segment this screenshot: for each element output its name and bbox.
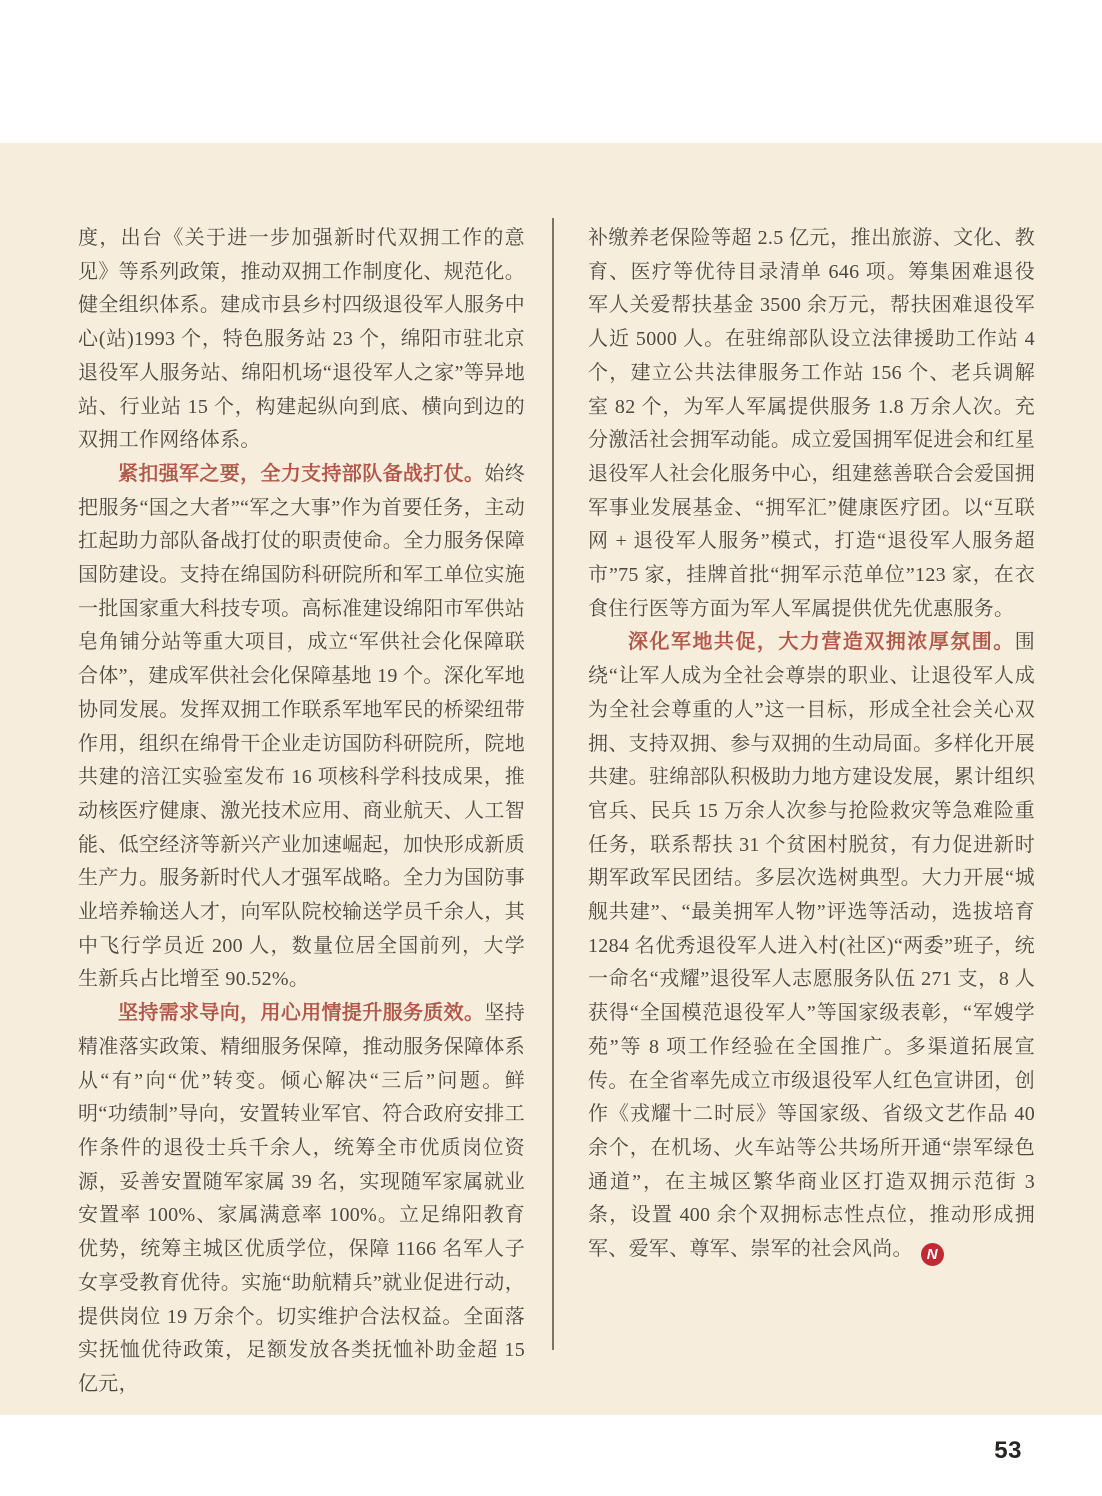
article-end-icon: N <box>921 1243 944 1266</box>
paragraph <box>588 626 1035 1266</box>
paragraph-text: 坚持精准落实政策、精细服务保障，推动服务保障体系从“有”向“优”转变。倾心解决“三后”问题。鲜明“功绩制”导向，安置转业军官、符合政府安排工作条件的退役士兵千余人，统筹全市优质岗位资源，妥善安置随军家属 39 名，实现随军家属就业安置率 100%、家属满意率 100%。立足绵阳教育优势，统筹主城区优质学位，保障 1166 名军人子女享受教育优待。实施“助航精兵”就业促进行动，提供岗位 19 万余个。切实维护合法权益。全面落实抚恤优待政策，足额发放各类抚恤补助金超 15 亿元， <box>78 1002 525 1395</box>
paragraph-text: 始终把服务“国之大者”“军之大事”作为首要任务，主动扛起助力部队备战打仗的职责使命。全力服务保障国防建设。支持在绵国防科研院所和军工单位实施一批国家重大科技专项。高标准建设绵阳市军供站皂角铺分站等重大项目，成立“军供社会化保障联合体”，建成军供社会化保障基地 19 个。深化军地协同发展。发挥双拥工作联系军地军民的桥梁纽带作用，组织在绵骨干企业走访国防科研院所，院地共建的涪江实验室发布 16 项核科学科技成果，推动核医疗健康、激光技术应用、商业航天、人工智能、低空经济等新兴产业加速崛起，加快形成新质生产力。服务新时代人才强军战略。全力为国防事业培养输送人才，向军队院校输送学员千余人，其中飞行学员近 200 人，数量位居全国前列，大学生新兵占比增至 90.52%。 <box>78 462 525 991</box>
paragraph <box>78 222 525 458</box>
paragraph-lead: 紧扣强军之要，全力支持部队备战打仗。 <box>118 462 485 485</box>
paragraph <box>78 458 525 997</box>
page-number: 53 <box>994 1437 1022 1464</box>
right-column <box>588 222 1035 1267</box>
left-column <box>78 222 525 1402</box>
paragraph <box>588 222 1035 626</box>
paragraph <box>78 997 525 1401</box>
paragraph-text: 度，出台《关于进一步加强新时代双拥工作的意见》等系列政策，推动双拥工作制度化、规范化。健全组织体系。建成市县乡村四级退役军人服务中心(站)1993 个，特色服务站 23 个，绵阳市驻北京退役军人服务站、绵阳机场“退役军人之家”等异地站、行业站 15 个，构建起纵向到底、横向到边的双拥工作网络体系。 <box>78 227 525 452</box>
paragraph-text: 围绕“让军人成为全社会尊崇的职业、让退役军人成为全社会尊重的人”这一目标，形成全社会关心双拥、支持双拥、参与双拥的生动局面。多样化开展共建。驻绵部队积极助力地方建设发展，累计组织官兵、民兵 15 万余人次参与抢险救灾等急难险重任务，联系帮扶 31 个贫困村脱贫，有力促进新时期军政军民团结。多层次选树典型。大力开展“城舰共建”、“最美拥军人物”评选等活动，选拔培育 1284 名优秀退役军人进入村(社区)“两委”班子，统一命名“戎耀”退役军人志愿服务队伍 271 支，8 人获得“全国模范退役军人”等国家级表彰，“军嫂学苑”等 8 项工作经验在全国推广。多渠道拓展宣传。在全省率先成立市级退役军人红色宣讲团，创作《戎耀十二时辰》等国家级、省级文艺作品 40 余个，在机场、火车站等公共场所开通“崇军绿色通道”，在主城区繁华商业区打造双拥示范街 3 条，设置 400 余个双拥标志性点位，推动形成拥军、爱军、尊军、崇军的社会风尚。 <box>588 631 1035 1261</box>
paragraph-lead: 深化军地共促，大力营造双拥浓厚氛围。 <box>628 631 1015 654</box>
paragraph-text: 补缴养老保险等超 2.5 亿元，推出旅游、文化、教育、医疗等优待目录清单 646 项。筹集困难退役军人关爱帮扶基金 3500 余万元，帮扶困难退役军人近 5000 人。在驻绵部队设立法律援助工作站 4 个，建立公共法律服务工作站 156 个、老兵调解室 82 个，为军人军属提供服务 1.8 万余人次。充分激活社会拥军动能。成立爱国拥军促进会和红星退役军人社会化服务中心，组建慈善联合会爱国拥军事业发展基金、“拥军汇”健康医疗团。以“互联网 + 退役军人服务”模式，打造“退役军人服务超市”75 家，挂牌首批“拥军示范单位”123 家，在衣食住行医等方面为军人军属提供优先优惠服务。 <box>588 227 1035 620</box>
paragraph-lead: 坚持需求导向，用心用情提升服务质效。 <box>118 1002 485 1025</box>
column-divider <box>552 218 554 1350</box>
content-band <box>0 143 1102 1415</box>
